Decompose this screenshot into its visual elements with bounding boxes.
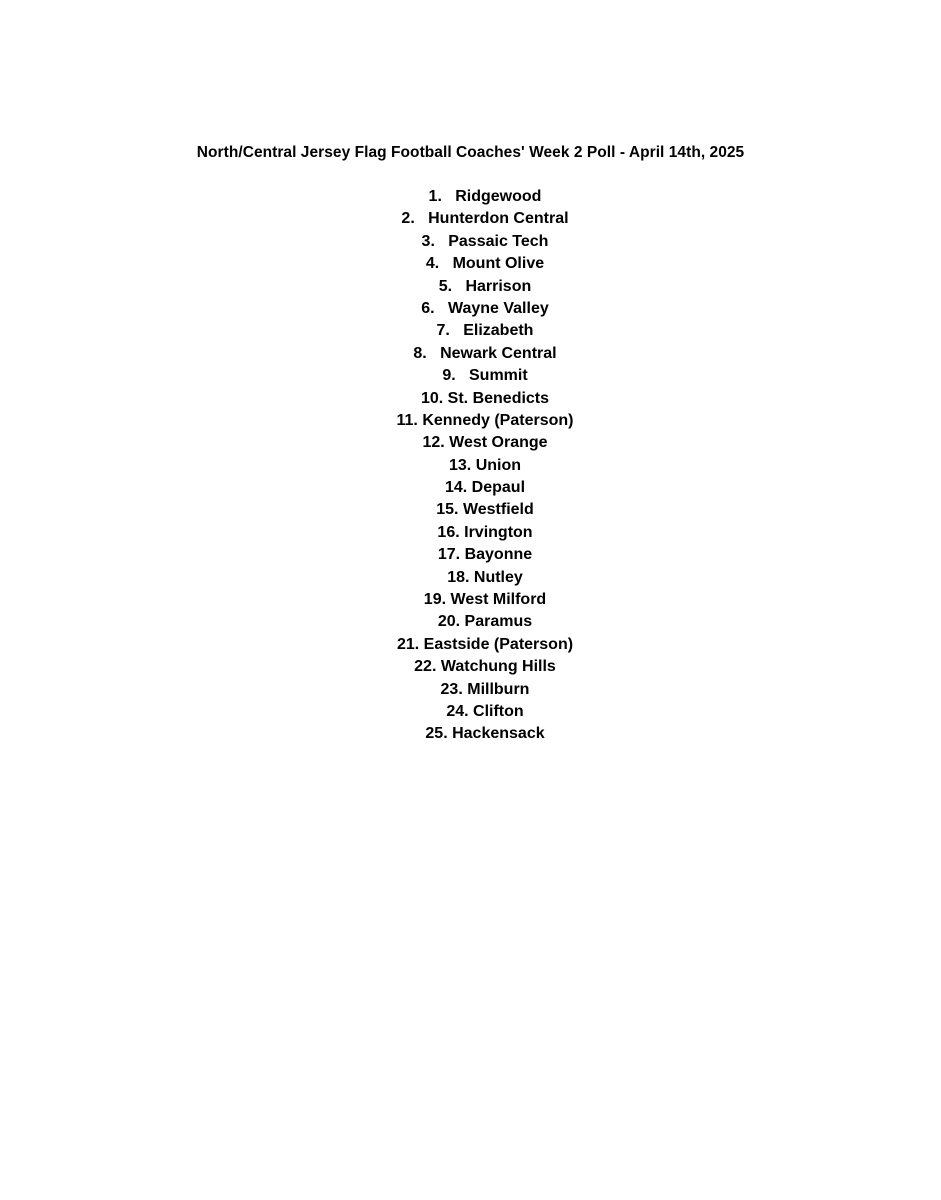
ranking-row [0,499,941,521]
team-name: Depaul [471,479,526,497]
ranking-row [0,611,941,633]
team-name: Hunterdon Central [428,210,569,228]
ranking-row [0,522,941,544]
rank-spacer [427,345,440,362]
ranking-row [0,186,941,208]
team-name: Newark Central [440,344,557,362]
team-name: Paramus [464,613,533,631]
team-name: Irvington [464,523,533,541]
rank-number: 15. [436,501,459,519]
team-name: Nutley [473,568,523,586]
team-name: Elizabeth [463,322,534,340]
rank-number: 1. [428,188,442,205]
rank-number: 16. [437,523,460,541]
ranking-row [0,343,941,365]
team-name: Passaic Tech [448,232,549,250]
team-name: Mount Olive [452,255,545,273]
ranking-row [0,589,941,611]
rank-number: 25. [425,725,448,743]
rank-number: 5. [438,277,453,295]
rank-spacer [435,300,448,317]
ranking-row [0,320,941,342]
rank-spacer [452,278,465,295]
team-name: Harrison [465,277,532,295]
team-name: Ridgewood [455,188,542,205]
rank-number: 13. [448,456,472,474]
ranking-row [0,276,941,298]
page-title: North/Central Jersey Flag Football Coaches' Week 2 Poll - April 14th, 2025 [196,144,745,161]
team-name: Millburn [467,680,530,698]
rank-spacer [439,255,452,272]
rank-number: 3. [421,232,435,250]
rank-spacer [435,233,448,250]
team-name: West Orange [449,434,548,452]
rank-number: 2. [401,210,415,228]
ranking-row [0,231,941,253]
rank-number: 20. [437,613,461,631]
rank-number: 11. [396,411,418,429]
team-name: St. Benedicts [447,389,550,407]
ranking-row [0,477,941,499]
rank-number: 18. [447,568,470,586]
rank-number: 22. [414,658,437,676]
ranking-row [0,253,941,275]
rank-number: 9. [442,367,456,385]
rank-number: 12. [422,434,445,452]
team-name: Westfield [462,501,534,519]
rank-number: 23. [440,680,463,698]
rank-number: 17. [437,546,461,564]
ranking-row [0,679,941,701]
ranking-row [0,634,941,656]
ranking-row [0,455,941,477]
team-name: West Milford [450,591,547,609]
team-name: Union [475,456,522,474]
rank-number: 10. [420,389,444,407]
team-name: Eastside (Paterson) [423,635,574,653]
ranking-list [0,186,941,746]
ranking-row [0,544,941,566]
rank-number: 4. [425,255,440,273]
ranking-row [0,723,941,745]
team-name: Kennedy (Paterson) [422,411,574,429]
team-name: Watchung Hills [440,658,556,676]
rank-spacer [450,322,463,339]
rank-number: 6. [421,299,435,317]
ranking-row [0,656,941,678]
rank-spacer [442,188,455,205]
ranking-row [0,298,941,320]
team-name: Wayne Valley [447,299,549,317]
rank-number: 8. [413,344,427,362]
ranking-row [0,208,941,230]
rank-spacer [456,367,469,384]
ranking-row [0,567,941,589]
team-name: Bayonne [464,546,533,564]
rank-spacer [415,210,428,227]
team-name: Summit [469,367,528,385]
rank-number: 19. [423,591,447,609]
ranking-row [0,365,941,387]
team-name: Hackensack [452,725,545,743]
rank-number: 21. [396,635,420,653]
team-name: Clifton [473,702,524,720]
rank-number: 14. [444,479,468,497]
ranking-row [0,410,941,432]
ranking-row [0,701,941,723]
rank-number: 24. [446,702,469,720]
ranking-row [0,432,941,454]
rank-number: 7. [436,322,450,340]
ranking-row [0,388,941,410]
